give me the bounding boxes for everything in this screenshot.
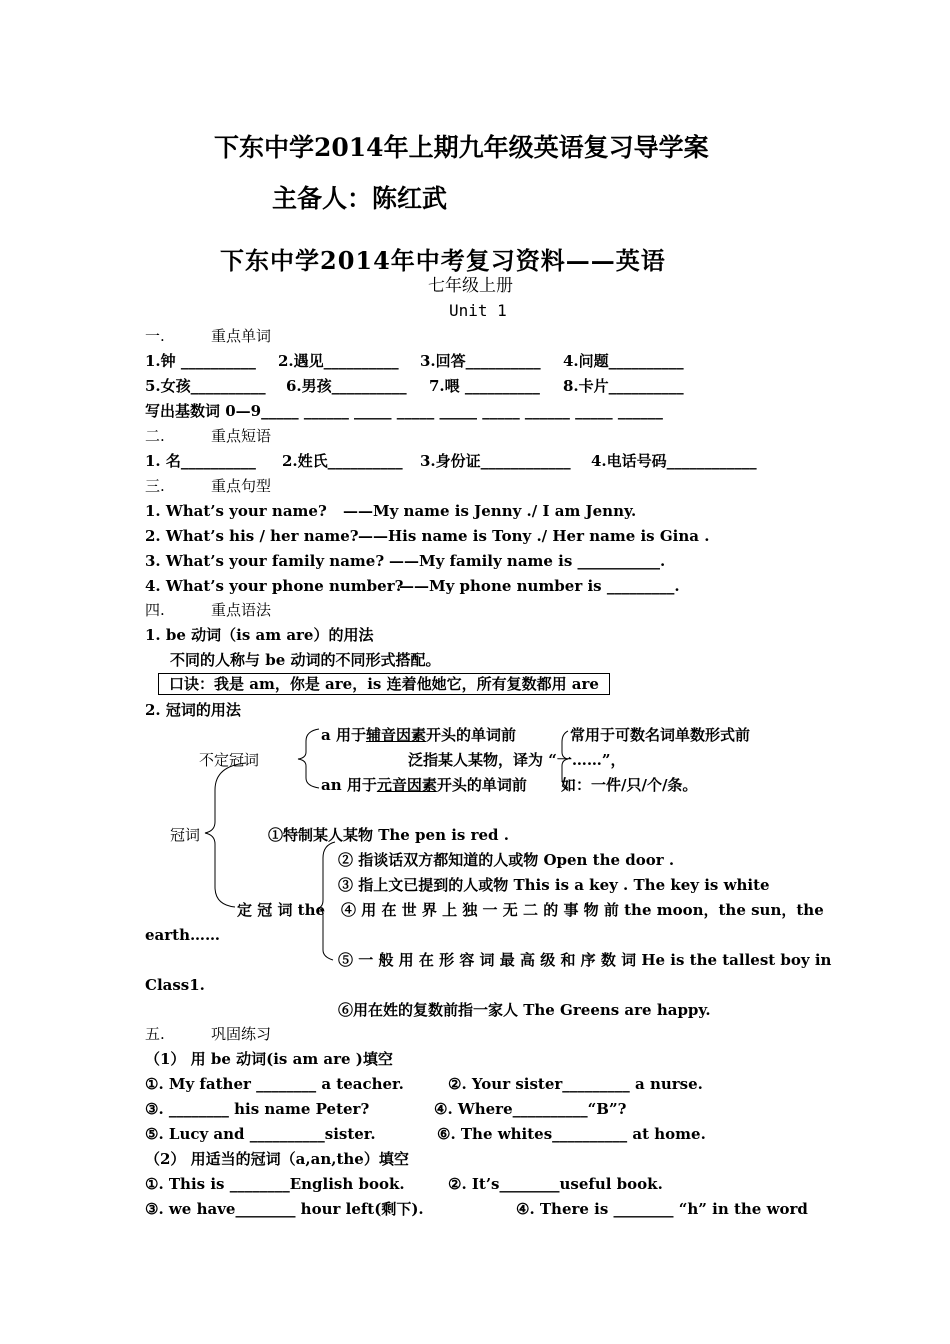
section-3-number: 三. bbox=[145, 477, 165, 495]
section-4-number: 四. bbox=[145, 601, 165, 619]
number-words-line: 写出基数词 0—9_____ ______ _____ _____ _____ _____ ______ _____ ______ bbox=[145, 402, 663, 420]
vocab-item: 4.问题__________ bbox=[563, 352, 684, 370]
def-use-5: ⑤ 一 般 用 在 形 容 词 最 高 级 和 序 数 词 He is the tallest boy in bbox=[338, 951, 832, 969]
vocab-item: 7.喂 __________ bbox=[429, 377, 540, 395]
exercise-item: ③. ________ his name Peter? bbox=[145, 1100, 370, 1118]
phrase-item: 1. 名__________ bbox=[145, 452, 256, 470]
indef-use-3: 如：一件/只/个/条。 bbox=[561, 776, 698, 794]
vocab-item: 5.女孩__________ bbox=[145, 377, 266, 395]
unit-label: Unit 1 bbox=[449, 301, 507, 320]
indef-use-2: 泛指某人某物，译为 “一……”， bbox=[408, 751, 626, 769]
exercise-item: ⑤. Lucy and __________sister. bbox=[145, 1125, 376, 1143]
grade-label: 七年级上册 bbox=[428, 276, 513, 296]
sentence-answer: ——His name is Tony ./ Her name is Gina . bbox=[358, 527, 710, 545]
indef-use-1: 常用于可数名词单数形式前 bbox=[570, 726, 751, 744]
def-use-6: ⑥用在姓的复数前指一家人 The Greens are happy. bbox=[338, 1001, 711, 1019]
section-3-title: 重点句型 bbox=[211, 477, 272, 495]
sentence-answer: ——My phone number is _________. bbox=[399, 577, 680, 595]
exercise-1-title: （1） 用 be 动词(is am are )填空 bbox=[145, 1050, 393, 1068]
def-use-4: ④ 用 在 世 界 上 独 一 无 二 的 事 物 前 the moon，the sun，the bbox=[341, 901, 824, 919]
sentence-question: 1. What’s your name? bbox=[145, 502, 327, 520]
def-use-5-cont: Class1. bbox=[145, 976, 205, 994]
section-5-number: 五. bbox=[145, 1025, 165, 1043]
exercise-2-title: （2） 用适当的冠词（a,an,the）填空 bbox=[145, 1150, 409, 1168]
exercise-item: ⑥. The whites__________ at home. bbox=[437, 1125, 706, 1143]
sentence-question: 4. What’s your phone number? bbox=[145, 577, 404, 595]
exercise-item: ④. Where__________“B”? bbox=[434, 1100, 627, 1118]
exercise-item: ③. we have________ hour left(剩下). bbox=[145, 1200, 424, 1218]
article-brace bbox=[205, 763, 246, 907]
sentence-answer: ——My family name is ___________. bbox=[389, 552, 666, 570]
sentence-answer: ——My name is Jenny ./ I am Jenny. bbox=[343, 502, 637, 520]
sentence-question: 3. What’s your family name? bbox=[145, 552, 385, 570]
section-5-title: 巩固练习 bbox=[211, 1025, 272, 1043]
rhyme-box: 口诀：我是 am，你是 are，is 连着他她它，所有复数都用 are bbox=[158, 673, 610, 695]
exercise-item: ②. Your sister_________ a nurse. bbox=[448, 1075, 703, 1093]
def-brace bbox=[318, 842, 335, 960]
exercise-item: ④. There is ________ “h” in the word bbox=[516, 1200, 808, 1218]
grammar-point-1-title: 1. be 动词（is am are）的用法 bbox=[145, 626, 374, 644]
sentence-question: 2. What’s his / her name? bbox=[145, 527, 359, 545]
subtitle: 下东中学2014年中考复习资料——英语 bbox=[220, 246, 666, 275]
def-use-4-cont: earth…… bbox=[145, 926, 220, 944]
usage-brace bbox=[562, 731, 568, 788]
article-label: 冠词 bbox=[170, 826, 201, 844]
vocab-item: 8.卡片__________ bbox=[563, 377, 684, 395]
phrase-item: 3.身份证____________ bbox=[420, 452, 571, 470]
vocab-item: 1.钟 __________ bbox=[145, 352, 256, 370]
grammar-point-2-title: 2. 冠词的用法 bbox=[145, 701, 241, 719]
vocab-item: 6.男孩__________ bbox=[286, 377, 407, 395]
section-1-number: 一. bbox=[145, 327, 165, 345]
indef-a-rule: a 用于辅音因素开头的单词前 bbox=[321, 726, 516, 744]
phrase-item: 2.姓氏__________ bbox=[282, 452, 403, 470]
section-2-title: 重点短语 bbox=[211, 427, 272, 445]
section-4-title: 重点语法 bbox=[211, 601, 272, 619]
exercise-item: ②. It’s________useful book. bbox=[448, 1175, 663, 1193]
section-2-number: 二. bbox=[145, 427, 165, 445]
indefinite-article-label: 不定冠词 bbox=[199, 751, 260, 769]
definite-article-label: 定 冠 词 the bbox=[237, 901, 326, 919]
exercise-item: ①. My father ________ a teacher. bbox=[145, 1075, 404, 1093]
vocab-item: 2.遇见__________ bbox=[278, 352, 399, 370]
indef-an-rule: an 用于元音因素开头的单词前 bbox=[321, 776, 527, 794]
vocab-item: 3.回答__________ bbox=[420, 352, 541, 370]
indef-brace bbox=[298, 729, 319, 788]
exercise-item: ①. This is ________English book. bbox=[145, 1175, 405, 1193]
grammar-point-1-desc: 不同的人称与 be 动词的不同形式搭配。 bbox=[170, 651, 441, 669]
def-use-3: ③ 指上文已提到的人或物 This is a key . The key is white bbox=[338, 876, 770, 894]
document-title: 下东中学2014年上期九年级英语复习导学案 bbox=[214, 133, 709, 162]
def-use-1: ①特制某人某物 The pen is red . bbox=[268, 826, 509, 844]
def-use-2: ② 指谈话双方都知道的人或物 Open the door . bbox=[338, 851, 675, 869]
section-1-title: 重点单词 bbox=[211, 327, 272, 345]
phrase-item: 4.电话号码____________ bbox=[591, 452, 757, 470]
author-line: 主备人：陈红武 bbox=[272, 184, 448, 213]
